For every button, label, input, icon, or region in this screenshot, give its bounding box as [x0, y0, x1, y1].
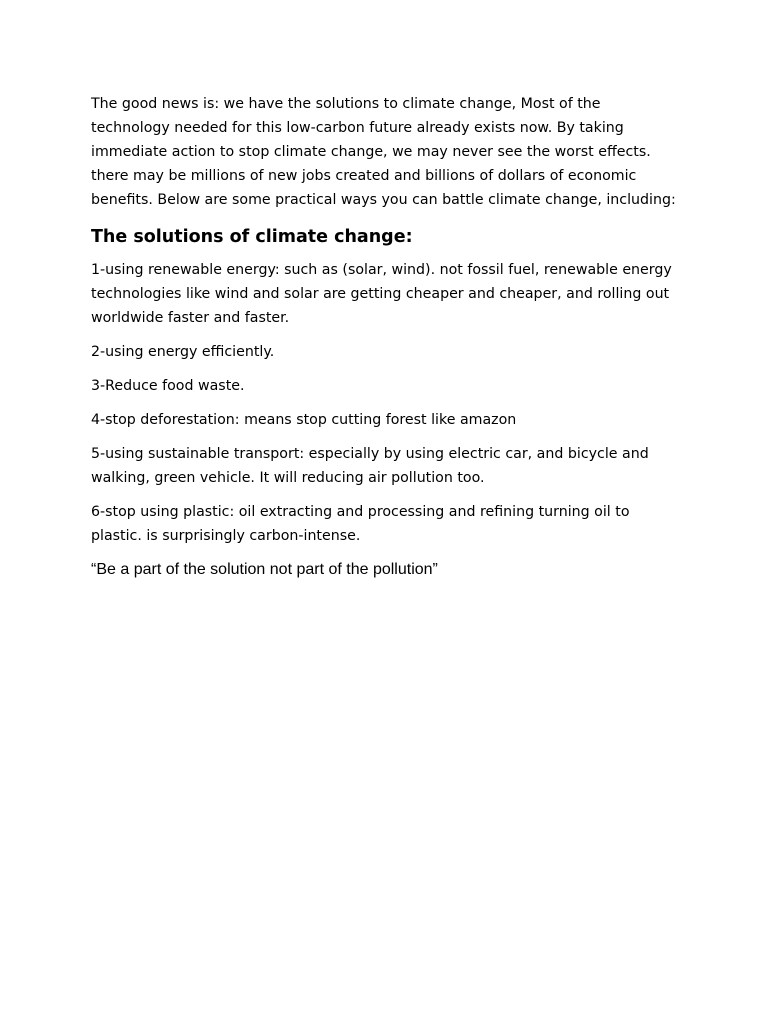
list-item: [91, 408, 691, 432]
document-page: [91, 92, 691, 582]
item-line: worldwide faster and faster.: [91, 310, 290, 326]
list-item: [91, 442, 691, 490]
item-line: plastic. is surprisingly carbon-intense.: [91, 528, 361, 544]
item-line: walking, green vehicle. It will reducing air pollution too.: [91, 470, 485, 486]
intro-line: benefits. Below are some practical ways you can battle climate change, including:: [91, 192, 676, 208]
item-line: technologies like wind and solar are getting cheaper and cheaper, and rolling out: [91, 286, 670, 302]
item-line: 2-using energy efficiently.: [91, 344, 275, 360]
list-item: [91, 258, 691, 330]
list-item: [91, 500, 691, 548]
intro-line: The good news is: we have the solutions to climate change, Most of the: [91, 96, 601, 112]
item-line: 5-using sustainable transport: especially by using electric car, and bicycle and: [91, 446, 649, 462]
intro-line: there may be millions of new jobs created and billions of dollars of economic: [91, 168, 637, 184]
item-line: 3-Reduce food waste.: [91, 378, 245, 394]
intro-line: immediate action to stop climate change, we may never see the worst effects.: [91, 144, 651, 160]
list-item: [91, 340, 691, 364]
list-item: [91, 374, 691, 398]
intro-paragraph: [91, 92, 691, 212]
intro-line: technology needed for this low-carbon future already exists now. By taking: [91, 120, 624, 136]
item-line: 6-stop using plastic: oil extracting and processing and refining turning oil to: [91, 504, 630, 520]
item-line: 1-using renewable energy: such as (solar, wind). not fossil fuel, renewable energy: [91, 262, 672, 278]
closing-quote: “Be a part of the solution not part of the pollution”: [91, 561, 438, 578]
item-line: 4-stop deforestation: means stop cutting forest like amazon: [91, 412, 517, 428]
section-heading: The solutions of climate change:: [91, 227, 413, 247]
